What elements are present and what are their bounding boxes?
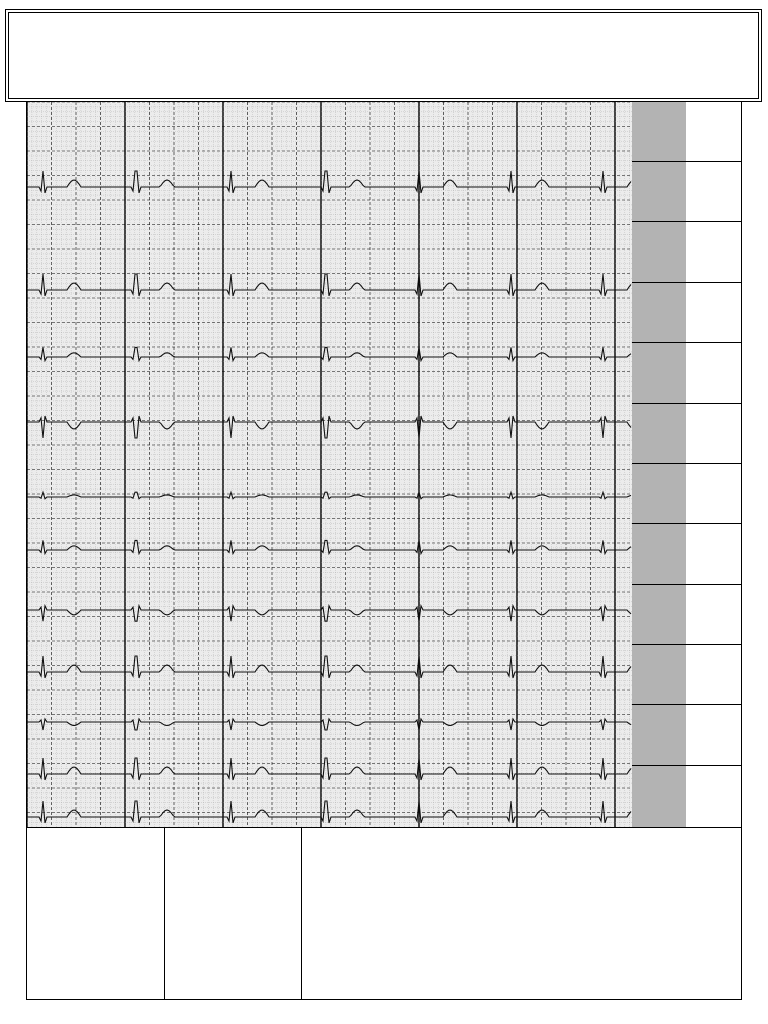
ecg-lead-trace	[27, 274, 631, 296]
footer-cell-measurements	[165, 828, 302, 999]
ecg-lead-trace	[27, 758, 631, 780]
lead-row	[632, 283, 741, 343]
ecg-strip	[27, 102, 632, 827]
lead-label-panel	[632, 102, 741, 827]
lead-row	[632, 645, 741, 705]
ecg-lead-trace	[27, 171, 631, 193]
ecg-lead-trace	[27, 347, 631, 360]
ecg-lead-trace	[27, 656, 631, 678]
report-header	[5, 9, 762, 102]
lead-row	[632, 404, 741, 464]
ecg-trace-chart	[27, 102, 632, 827]
lead-row	[632, 344, 741, 404]
ecg-lead-trace	[27, 606, 631, 621]
ecg-lead-trace	[27, 416, 631, 438]
lead-row	[632, 102, 741, 162]
lead-row	[632, 464, 741, 524]
ecg-lead-trace	[27, 719, 631, 730]
lead-row	[632, 585, 741, 645]
lead-row	[632, 766, 741, 826]
ecg-lead-trace	[27, 801, 631, 823]
lead-row	[632, 706, 741, 766]
ecg-lead-trace	[27, 540, 631, 553]
ecg-lead-trace	[27, 492, 631, 499]
lead-row	[632, 525, 741, 585]
ecg-grid	[27, 102, 632, 827]
lead-row	[632, 223, 741, 283]
lead-row	[632, 162, 741, 222]
footer-cell-interpretation	[302, 828, 741, 999]
report-header-inner-border	[8, 12, 759, 99]
footer-cell-patient	[27, 828, 165, 999]
report-footer	[26, 827, 742, 1000]
